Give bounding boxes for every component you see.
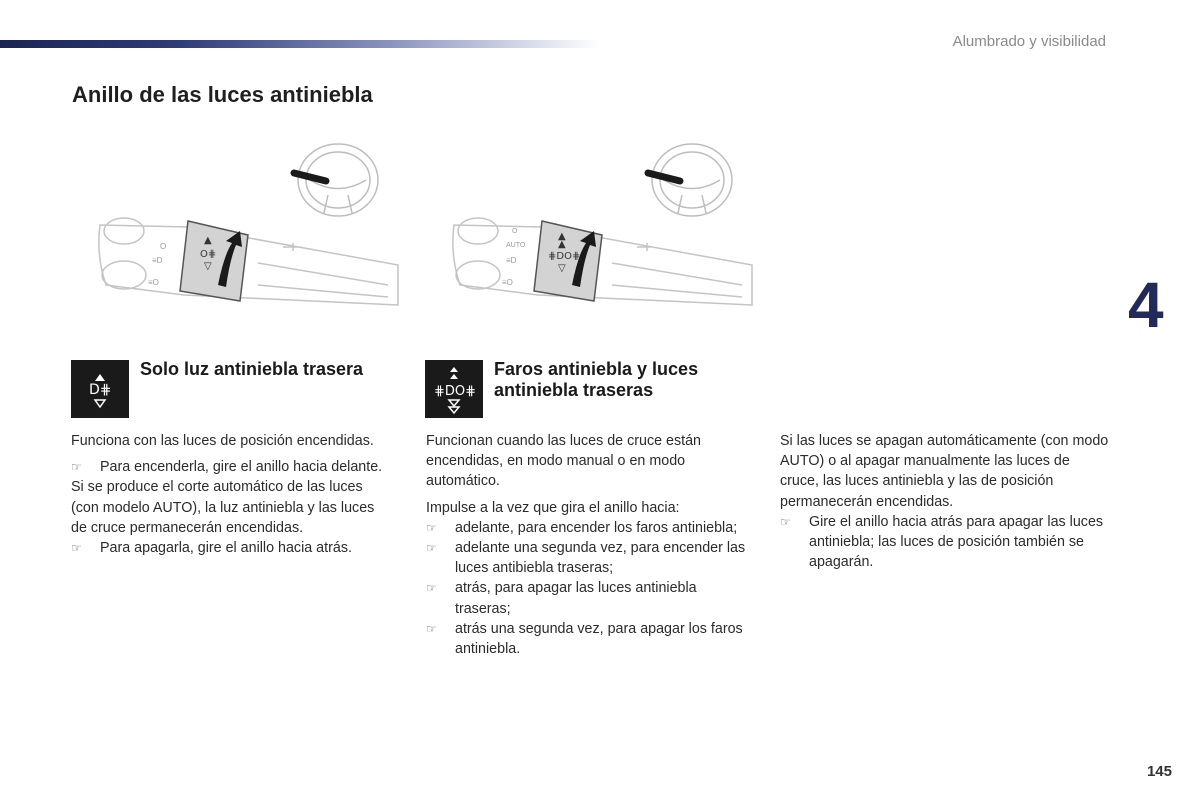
svg-text:≡O: ≡O (502, 278, 513, 287)
bullet-text: adelante una segunda vez, para encender las luces antibiebla traseras; (455, 540, 746, 577)
svg-text:▽: ▽ (204, 261, 212, 272)
bullet-item (426, 578, 746, 618)
stalk-illustration-front-rear-fog (442, 135, 762, 315)
paragraph: Funcionan cuando las luces de cruce están encendidas, en modo manual o en modo automático. (426, 433, 701, 490)
header-gradient-bar (0, 40, 600, 48)
pointing-hand-icon: ☞ (426, 520, 437, 535)
pointing-hand-icon: ☞ (426, 581, 437, 596)
bullet-text: atrás una segunda vez, para apagar los faros antiniebla. (455, 620, 743, 658)
page-title: Anillo de las luces antiniebla (72, 82, 373, 107)
stalk-label-auto: AUTO (506, 242, 526, 249)
bullet-text: Para encenderla, gire el anillo hacia delante. (100, 459, 383, 476)
pointing-hand-icon: ☞ (780, 514, 791, 529)
pointing-hand-icon: ☞ (71, 460, 82, 475)
column-auto-off (780, 431, 1110, 572)
chapter-number: 4 (1128, 269, 1164, 341)
pointing-hand-icon: ☞ (426, 621, 437, 636)
bullet-item (71, 538, 391, 558)
pointing-hand-icon: ☞ (426, 541, 437, 556)
svg-text:▽: ▽ (558, 263, 566, 274)
bullet-text: Para apagarla, gire el anillo hacia atrás. (100, 540, 352, 557)
bullet-item (780, 512, 1110, 573)
bullet-text: adelante, para encender los faros antiniebla; (455, 519, 738, 536)
svg-text:≡D: ≡D (506, 256, 517, 265)
heading-rear-fog: Solo luz antiniebla trasera (140, 359, 364, 379)
svg-text:≡O: ≡O (148, 278, 159, 287)
column-rear-fog (71, 431, 391, 558)
svg-text:≡D: ≡D (152, 256, 163, 265)
bullet-text: Gire el anillo hacia atrás para apagar las luces antiniebla; las luces de posición también se apagarán. (809, 513, 1104, 571)
paragraph: Funciona con las luces de posición encendidas. (71, 433, 374, 449)
svg-text:D⋕: D⋕ (89, 382, 112, 398)
stalk-label-o: O (160, 242, 167, 251)
bullet-item (426, 538, 746, 578)
svg-text:⋕DO⋕: ⋕DO⋕ (548, 251, 581, 262)
bullet-item (426, 518, 746, 538)
stalk-illustration-rear-fog (88, 135, 408, 315)
paragraph: Si las luces se apagan automáticamente (con modo AUTO) o al apagar manualmente las luces de cruce, las luces antiniebla y las de posición permanecerán encendidas. (780, 433, 1109, 510)
section-title: Alumbrado y visibilidad (952, 33, 1106, 50)
svg-text:▲: ▲ (558, 239, 566, 250)
bullet-item (426, 619, 746, 659)
mini-stalk-icon (648, 173, 680, 181)
svg-text:O⋕: O⋕ (200, 249, 217, 260)
front-and-rear-fog-lights-icon (425, 360, 483, 418)
stalk-label-o: O (512, 228, 518, 235)
svg-text:▲: ▲ (558, 231, 566, 242)
paragraph: Si se produce el corte automático de las luces (con modelo AUTO), la luz antiniebla y las luces de cruce permanecerán encendidas. (71, 479, 375, 536)
svg-text:▲: ▲ (204, 235, 212, 246)
bullet-item (71, 457, 391, 477)
heading-front-rear-fog: Faros antiniebla y luces antiniebla traseras (494, 359, 699, 400)
stalk-body (453, 218, 752, 305)
stalk-body (99, 218, 398, 305)
bullet-text: atrás, para apagar las luces antiniebla traseras; (455, 580, 697, 617)
rear-fog-light-icon (71, 360, 129, 418)
paragraph: Impulse a la vez que gira el anillo hacia: (426, 499, 680, 516)
svg-text:⋕DO⋕: ⋕DO⋕ (434, 384, 477, 399)
mini-stalk-icon (294, 173, 326, 181)
page-number: 145 (1146, 763, 1172, 780)
column-front-rear-fog (426, 431, 746, 659)
pointing-hand-icon: ☞ (71, 541, 82, 556)
